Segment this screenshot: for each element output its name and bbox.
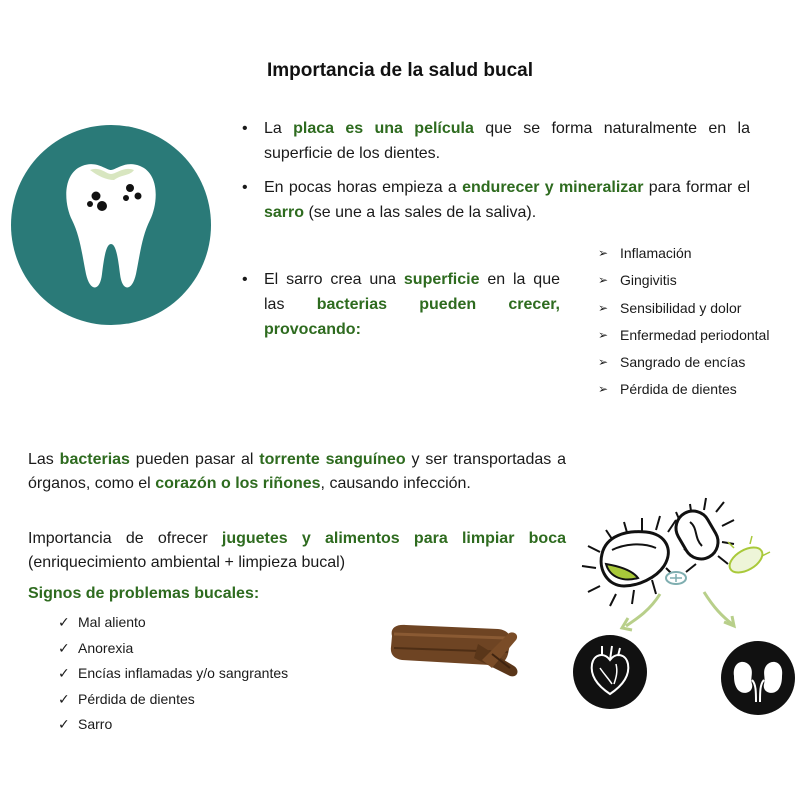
arrow-marker-icon: ➢ [598,355,609,370]
arrow-marker-icon: ➢ [598,327,609,342]
list-item: ✓ Sarro [58,712,288,738]
check-icon: ✓ [58,665,70,681]
bacteria-paragraph: Las bacterias pueden pasar al torrente sanguíneo y ser transportadas a órganos, como el corazón o los riñones, causando infección. [28,451,567,492]
list-item: ✓ Pérdida de dientes [58,687,288,713]
check-icon: ✓ [58,716,70,732]
check-icon: ✓ [58,639,70,656]
dental-stick-icon [386,614,524,680]
consequences-list [598,240,769,404]
list-item: ➢ Sensibilidad y dolor [598,295,769,322]
bullet-item: • En pocas horas empieza a endurecer y mineralizar para formar el sarro (se une a las sales de la saliva). [240,175,750,225]
list-item: ➢ Enfermedad periodontal [598,322,769,349]
check-icon: ✓ [58,690,70,707]
check-icon: ✓ [58,614,70,630]
arrow-marker-icon: ➢ [598,246,609,260]
list-item: ➢ Pérdida de dientes [598,376,769,403]
arrow-marker-icon: ➢ [598,300,609,315]
signs-title: Signos de problemas bucales: [28,585,260,602]
list-item: ✓ Mal aliento [58,610,288,636]
arrow-marker-icon: ➢ [598,382,609,397]
list-item: ✓ Encías inflamadas y/o sangrantes [58,661,288,687]
list-item: ✓ Anorexia [58,636,288,662]
arrow-marker-icon: ➢ [598,273,609,288]
page-title: Importancia de la salud bucal [266,60,534,81]
heart-icon [572,634,648,710]
bullet-item: • El sarro crea una superficie en la que las bacterias pueden crecer, provocando: [240,267,560,342]
list-item: ➢ Gingivitis [598,267,769,294]
list-item: ➢ Inflamación [598,240,769,267]
signs-list [58,610,288,738]
list-item: ➢ Sangrado de encías [598,349,769,376]
bullet-item: • La placa es una película que se forma naturalmente en la superficie de los dientes. [240,116,750,166]
tooth-icon [10,124,212,326]
kidneys-icon [720,640,796,716]
toys-paragraph: Importancia de ofrecer juguetes y alimentos para limpiar boca (enriquecimiento ambiental + limpieza bucal) [28,530,566,571]
